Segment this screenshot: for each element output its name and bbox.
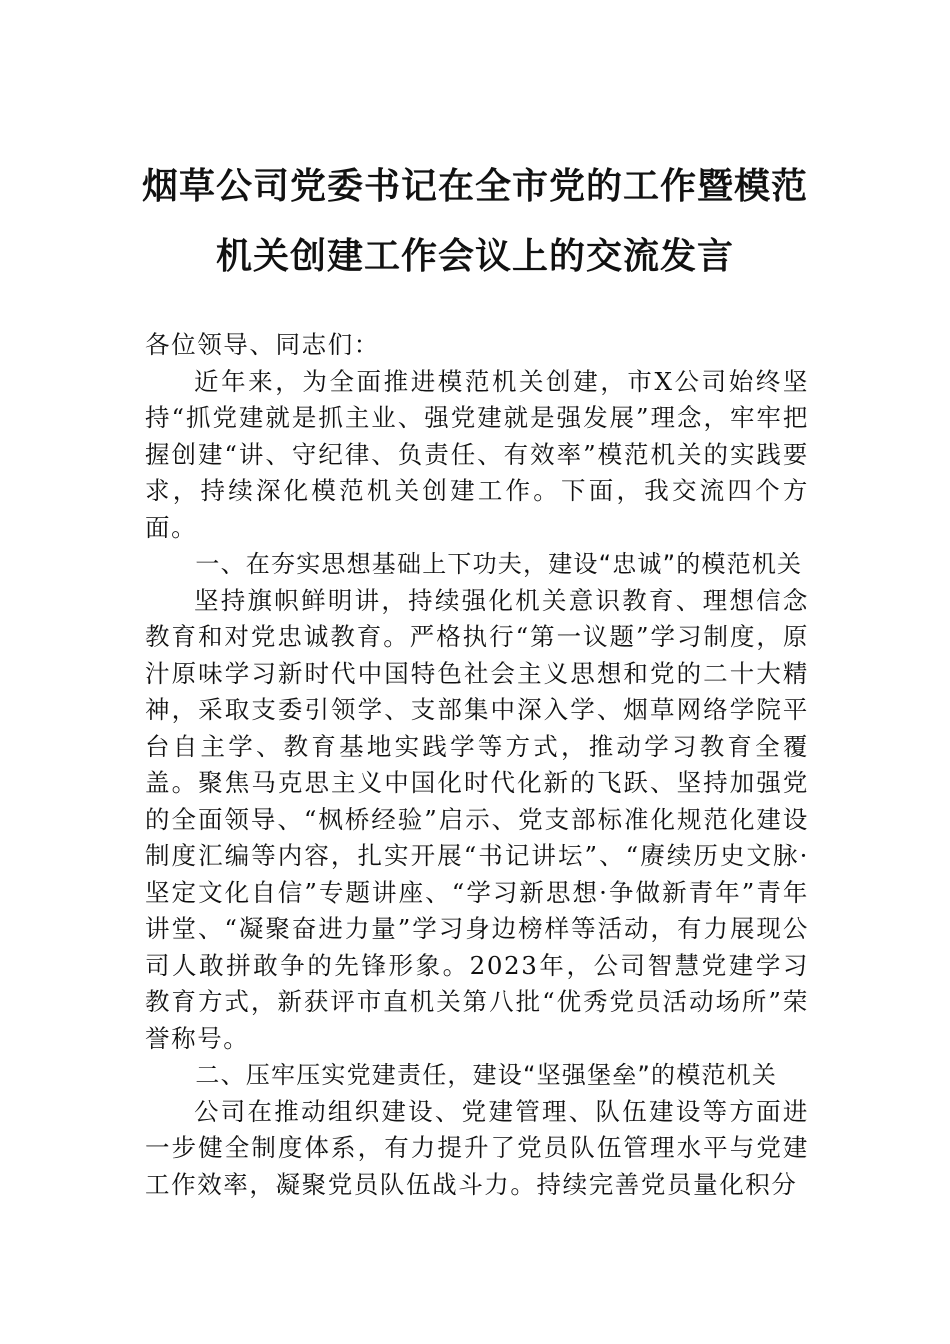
section-1-heading: 一、在夯实思想基础上下功夫，建设“忠诚”的模范机关	[195, 550, 803, 578]
intro-paragraph: 近年来，为全面推进模范机关创建，市X公司始终坚持“抓党建就是抓主业、强党建就是强发展”理念，牢牢把握创建“讲、守纪律、负责任、有效率”模范机关的实践要求，持续深化模范机关创建工作。下面，我交流四个方面。	[145, 366, 809, 542]
document-body	[145, 327, 809, 1203]
section-2-heading: 二、压牢压实党建责任，建设“坚强堡垒”的模范机关	[195, 1061, 778, 1089]
salutation: 各位领导、同志们：	[145, 330, 380, 359]
section-2-paragraph: 公司在推动组织建设、党建管理、队伍建设等方面进一步健全制度体系，有力提升了党员队伍管理水平与党建工作效率，凝聚党员队伍战斗力。持续完善党员量化积分	[145, 1096, 809, 1199]
section-1-paragraph: 坚持旗帜鲜明讲，持续强化机关意识教育、理想信念教育和对党忠诚教育。严格执行“第一议题”学习制度，原汁原味学习新时代中国特色社会主义思想和党的二十大精神，采取支委引领学、支部集中深入学、烟草网络学院平台自主学、教育基地实践学等方式，推动学习教育全覆盖。聚焦马克思主义中国化时代化新的飞跃、坚持加强党的全面领导、“枫桥经验”启示、党支部标准化规范化建设制度汇编等内容，扎实开展“书记讲坛”、“赓续历史文脉·坚定文化自信”专题讲座、“学习新思想·争做新青年”青年讲堂、“凝聚奋进力量”学习身边榜样等活动，有力展现公司人敢拼敢争的先锋形象。2023年，公司智慧党建学习教育方式，新获评市直机关第八批“优秀党员活动场所”荣誉称号。	[145, 585, 809, 1053]
document-title-line-2: 机关创建工作会议上的交流发言	[215, 235, 734, 277]
document-title-line-1: 烟草公司党委书记在全市党的工作暨模范	[141, 165, 808, 207]
